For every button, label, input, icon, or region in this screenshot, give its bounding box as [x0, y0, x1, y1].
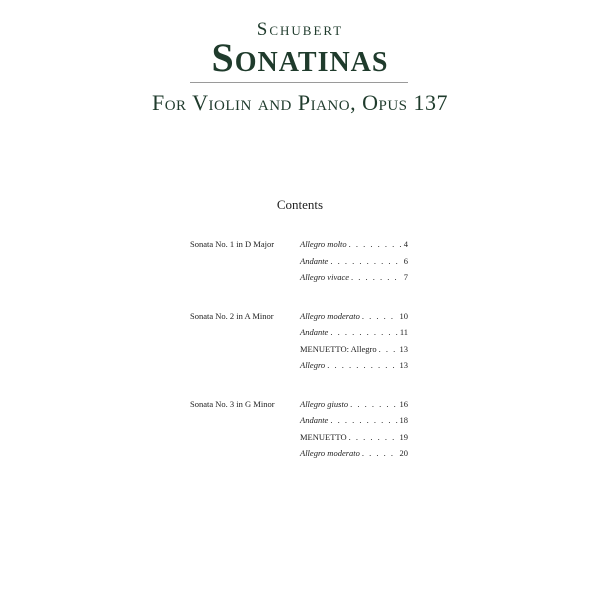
- movement-title: Andante: [300, 327, 329, 337]
- book-title: Sonatinas: [211, 35, 389, 80]
- dot-leader: [330, 412, 397, 429]
- page-number: 10: [399, 310, 408, 321]
- composer-name: Schubert: [256, 19, 344, 40]
- movement-title: Allegro moderato: [300, 448, 360, 458]
- dot-leader: [330, 324, 397, 341]
- page-number: 6: [403, 255, 408, 266]
- movement-title: Andante: [300, 255, 329, 266]
- toc-movement-entry: [300, 269, 408, 286]
- toc-movement-entry: [300, 445, 408, 462]
- title-divider: [190, 82, 408, 83]
- contents-heading: Contents: [276, 197, 324, 212]
- page-number: 13: [399, 360, 408, 370]
- toc-movement-entry: [300, 341, 408, 358]
- toc-sonata-entry: [190, 396, 420, 462]
- movement-list: [300, 308, 420, 374]
- dot-leader: [327, 357, 397, 374]
- dot-leader: [350, 396, 397, 413]
- toc-movement-entry: [300, 324, 408, 341]
- book-subtitle: For Violin and Piano, Opus 137: [151, 90, 448, 115]
- dot-leader: [351, 269, 402, 286]
- toc-movement-entry: [300, 253, 408, 270]
- page-number: 18: [399, 415, 408, 425]
- dot-leader: [379, 341, 398, 358]
- toc-movement-entry: [300, 396, 408, 413]
- sonata-name: Sonata No. 2 in A Minor: [190, 310, 274, 321]
- toc-movement-entry: [300, 429, 408, 446]
- movement-title: MENUETTO: Allegro: [300, 343, 377, 354]
- page-number: 16: [399, 398, 408, 409]
- page-number: 13: [399, 343, 408, 354]
- dot-leader: [362, 445, 398, 462]
- toc-movement-entry: [300, 308, 408, 325]
- movement-title: MENUETTO: [300, 431, 347, 442]
- movement-title: Allegro giusto: [300, 398, 349, 409]
- movement-title: Allegro moderato: [300, 310, 360, 321]
- movement-title: Andante: [300, 415, 329, 425]
- movement-title: Allegro vivace: [300, 272, 350, 282]
- sonata-name: Sonata No. 1 in D Major: [190, 239, 275, 249]
- movement-title: Allegro molto: [300, 239, 347, 249]
- table-of-contents: [190, 236, 420, 484]
- movement-title: Allegro: [300, 360, 326, 370]
- page-number: 7: [403, 272, 408, 282]
- page-number: 20: [399, 448, 408, 458]
- toc-movement-entry: [300, 412, 408, 429]
- page-number: 11: [399, 327, 408, 337]
- dot-leader: [362, 308, 398, 325]
- dot-leader: [349, 236, 402, 253]
- toc-sonata-entry: [190, 236, 420, 286]
- page-number: 19: [399, 431, 408, 442]
- dot-leader: [349, 429, 398, 446]
- dot-leader: [330, 253, 401, 270]
- sonata-name: Sonata No. 3 in G Minor: [190, 398, 275, 409]
- toc-movement-entry: [300, 357, 408, 374]
- page-number: 4: [403, 239, 408, 249]
- movement-list: [300, 236, 420, 286]
- toc-movement-entry: [300, 236, 408, 253]
- toc-sonata-entry: [190, 308, 420, 374]
- movement-list: [300, 396, 420, 462]
